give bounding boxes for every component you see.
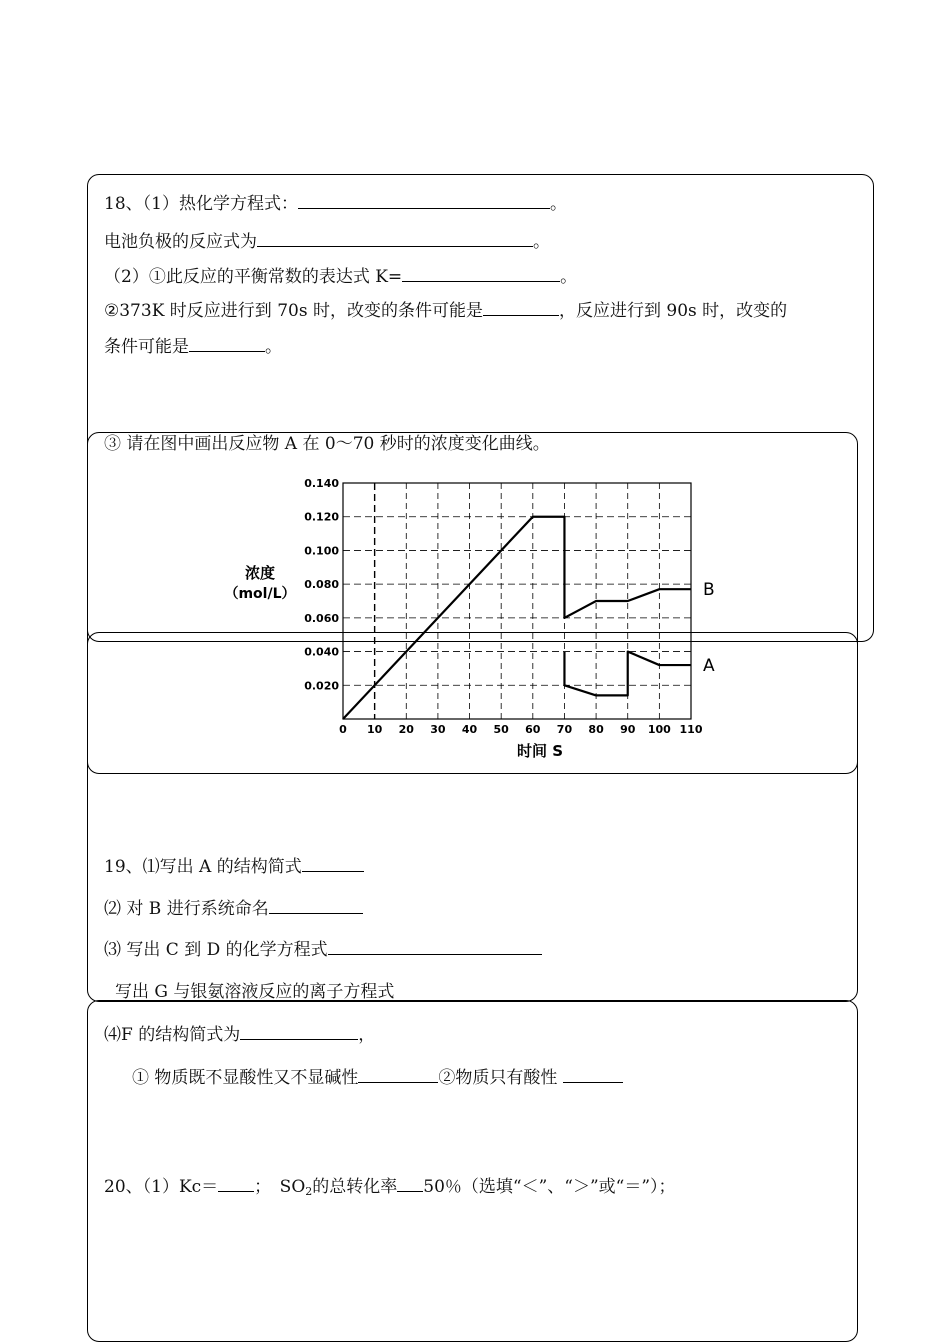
y-tick-label: 0.020 — [304, 679, 339, 693]
series-label-b: B — [703, 580, 715, 601]
answer-blank-thermo-equation[interactable] — [298, 192, 550, 209]
q19-line-5: ⑷F 的结构简式为 ， — [104, 1025, 376, 1045]
answer-blank-anode-equation[interactable] — [257, 230, 533, 247]
answer-blank-k-expression[interactable] — [402, 265, 560, 282]
answer-blank-conversion-compare[interactable] — [397, 1175, 423, 1192]
x-tick-label: 90 — [620, 723, 636, 736]
series-label-a: A — [703, 656, 715, 677]
q18-line-6: ③ 请在图中画出反应物 A 在 0～70 秒时的浓度变化曲线。 — [104, 434, 550, 454]
x-tick-label: 110 — [679, 723, 703, 736]
x-axis-title: 时间 S — [516, 742, 564, 760]
q19-line-2: ⑵ 对 B 进行系统命名 — [104, 897, 363, 920]
x-tick-label: 30 — [430, 723, 446, 736]
y-tick-label: 0.040 — [304, 645, 339, 659]
q18-line-4: ②373K 时反应进行到 70s 时，改变的条件可能是 ，反应进行到 90s 时，改变的 — [104, 301, 788, 321]
y-tick-label: 0.120 — [304, 510, 339, 524]
x-tick-label: 100 — [647, 723, 671, 736]
q19-line-3: ⑶ 写出 C 到 D 的化学方程式 — [104, 938, 542, 961]
q18-text: 18、（1）热化学方程式： — [104, 194, 298, 214]
y-tick-label: 0.060 — [304, 611, 339, 625]
y-axis-title: 浓度 — [244, 564, 276, 582]
y-axis-unit: （mol/L） — [224, 586, 296, 602]
q18-line-5: 条件可能是 。 — [104, 337, 282, 357]
x-tick-label: 50 — [493, 723, 509, 736]
x-tick-label: 40 — [461, 723, 478, 736]
x-tick-label: 80 — [588, 723, 604, 736]
q18-line-3: （2）①此反应的平衡常数的表达式 K= 。 — [104, 267, 578, 287]
x-tick-label: 60 — [525, 723, 541, 736]
answer-blank-g-silver-ammonia[interactable] — [394, 980, 566, 997]
answer-blank-acidic[interactable] — [563, 1066, 623, 1083]
answer-blank-neutral[interactable] — [358, 1066, 438, 1083]
q19-line-6: ① 物质既不显酸性又不显碱性 ②物质只有酸性 — [132, 1066, 623, 1089]
y-tick-label: 0.140 — [304, 477, 339, 490]
answer-blank-kc[interactable] — [218, 1175, 254, 1192]
q19-line-4: 写出 G 与银氨溶液反应的离子方程式 — [115, 980, 566, 1003]
answer-blank-a-structure[interactable] — [302, 855, 364, 872]
answer-blank-condition-90s[interactable] — [189, 335, 265, 352]
y-tick-label: 0.080 — [304, 578, 339, 592]
q20-line-1: 20、（1）Kc＝ ； $SO_2$的总转化率 50％（选填“＜”、“＞”或“＝”）； — [104, 1177, 676, 1198]
x-tick-label: 10 — [366, 723, 383, 736]
q19-line-1: 19、⑴写出 A 的结构简式 — [104, 855, 364, 878]
answer-blank-c-to-d-equation[interactable] — [328, 938, 542, 955]
x-tick-label: 20 — [398, 723, 414, 736]
q18-line-1: 18、（1）热化学方程式： 。 — [104, 194, 567, 214]
answer-blank-b-name[interactable] — [269, 897, 363, 914]
y-tick-label: 0.100 — [304, 544, 339, 558]
x-tick-label: 70 — [556, 723, 573, 736]
answer-blank-f-structure[interactable] — [240, 1023, 358, 1040]
x-tick-label: 0 — [339, 723, 347, 736]
answer-frame-20 — [87, 1000, 858, 1342]
answer-blank-condition-70s[interactable] — [483, 299, 559, 316]
q18-line-2: 电池负极的反应式为 。 — [104, 232, 550, 252]
